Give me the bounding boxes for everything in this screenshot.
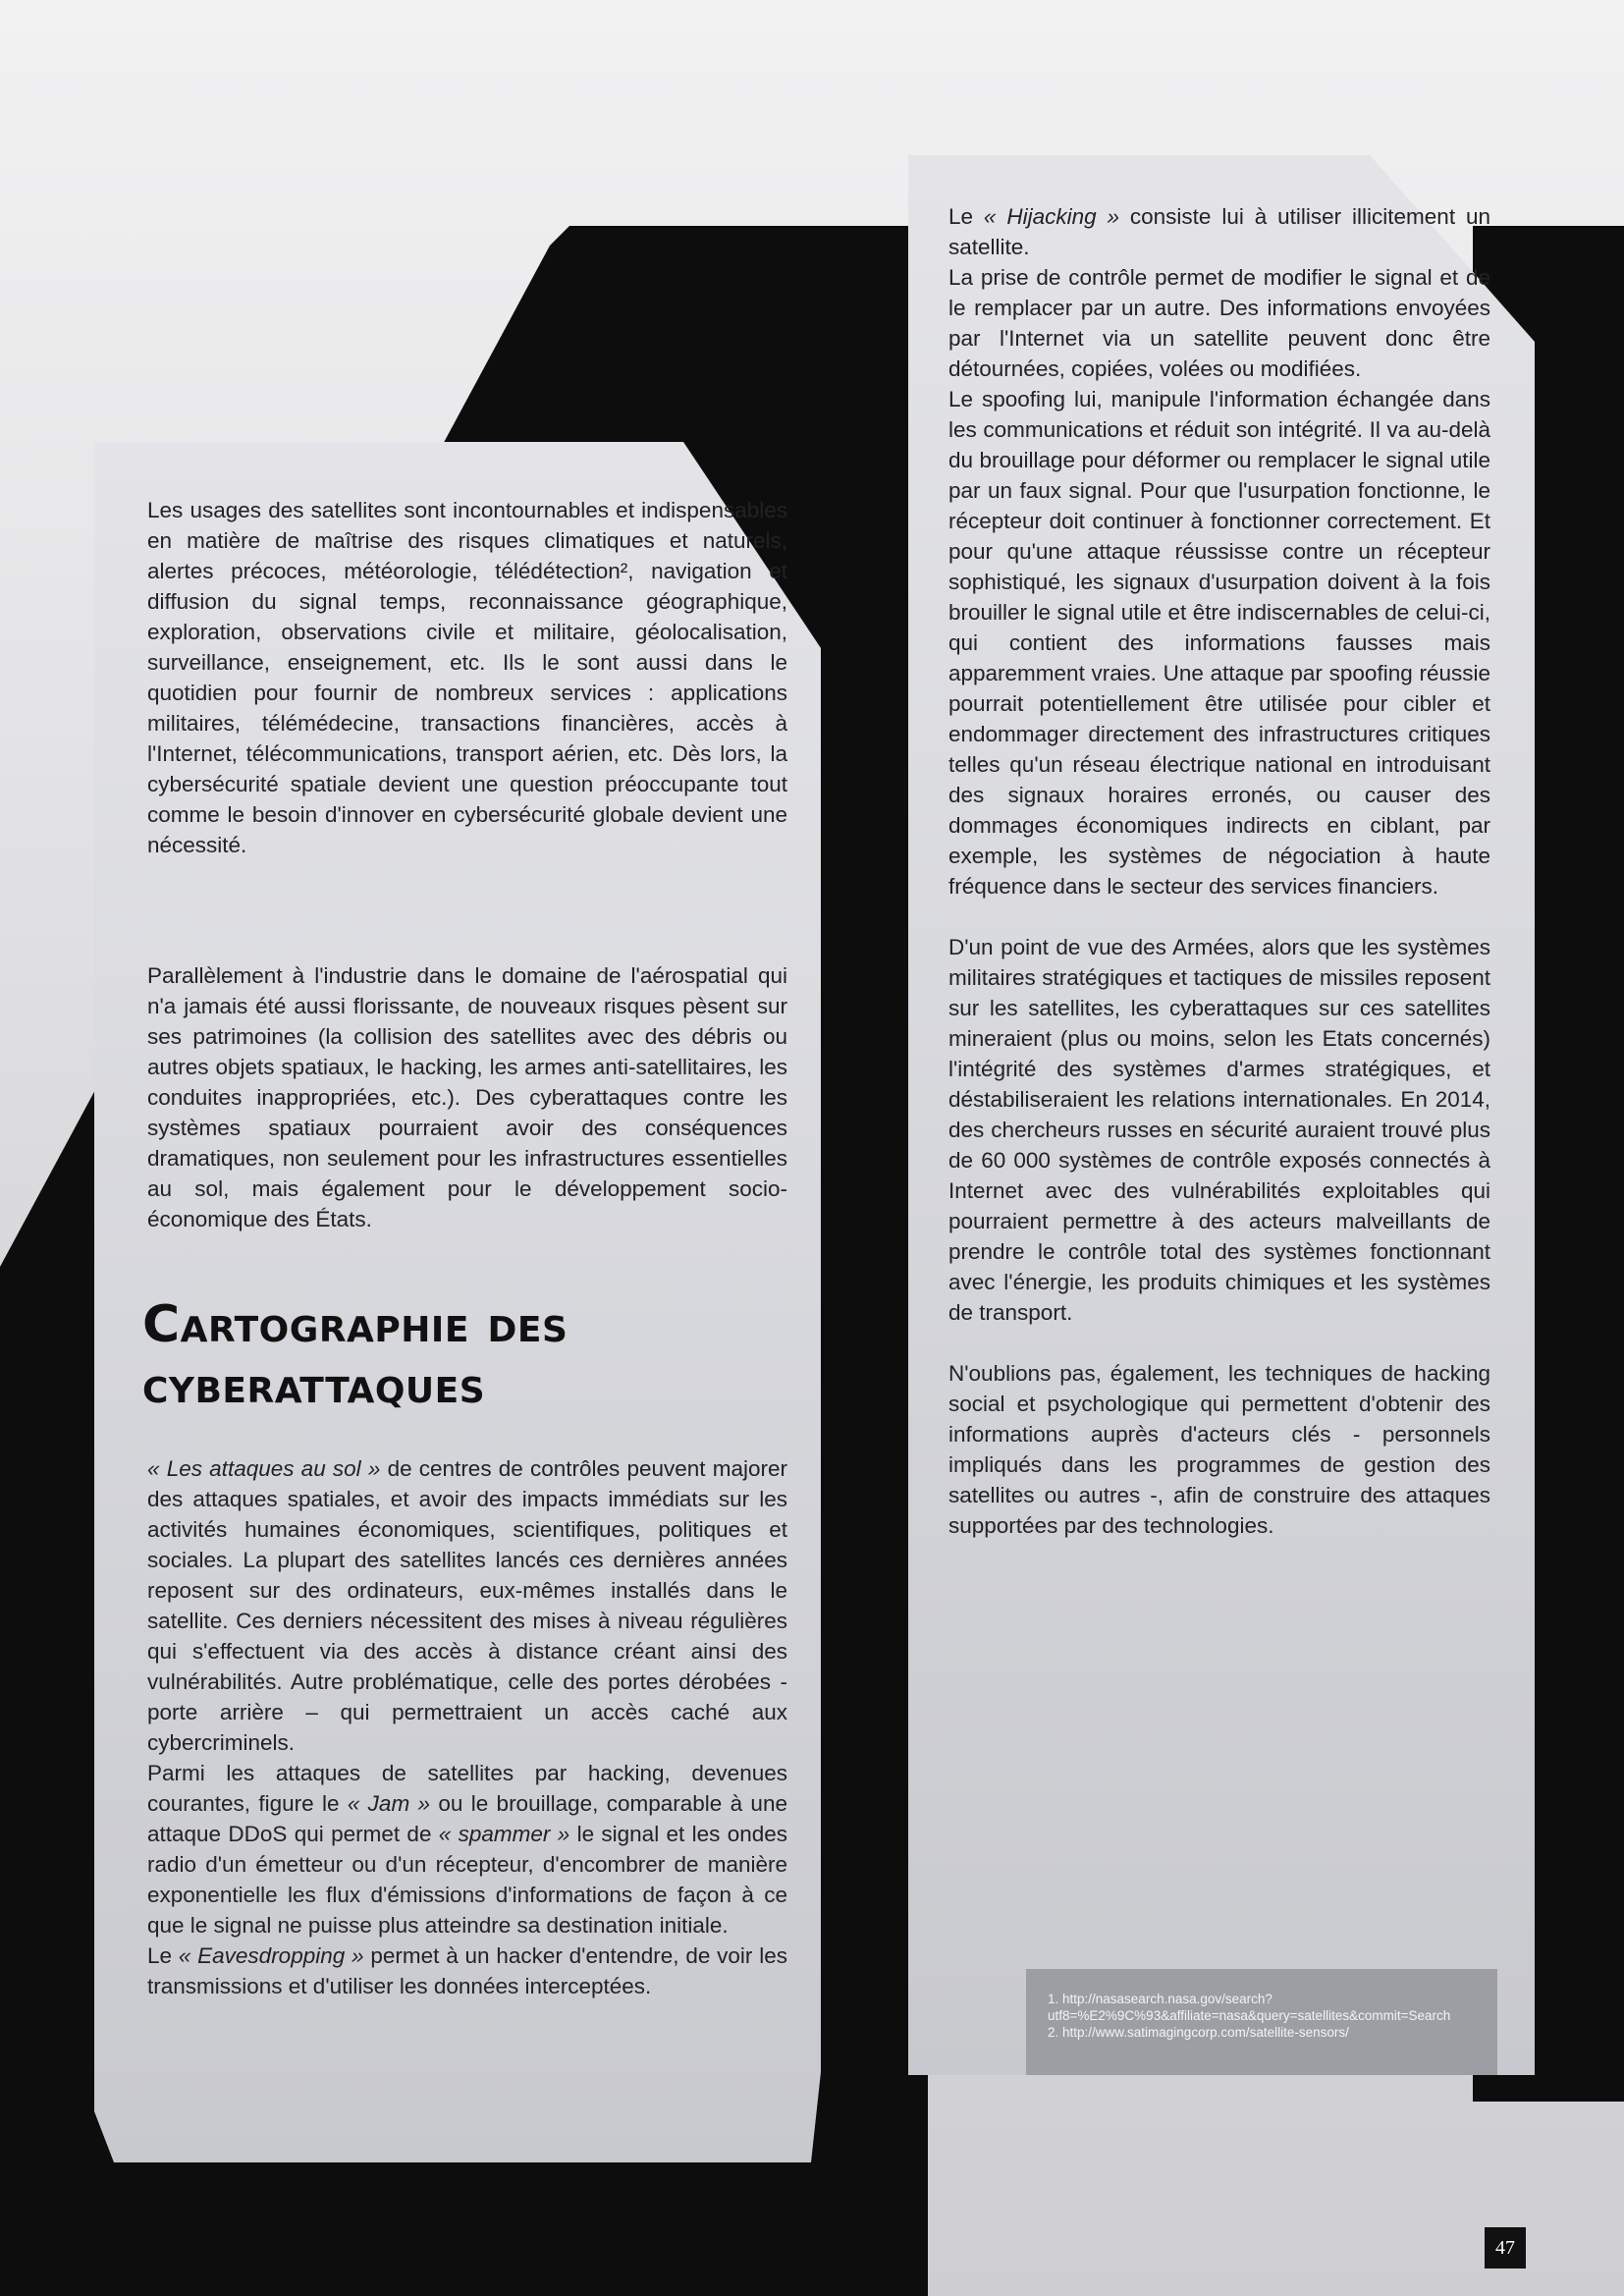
right-column: [948, 201, 1490, 1571]
jam-paragraph: [147, 1758, 787, 1941]
reference-2: 2. http://www.satimagingcorp.com/satellite-sensors/: [1048, 2025, 1349, 2040]
spam-term: « spammer »: [438, 1822, 570, 1846]
hijacking-text-start: Le: [948, 204, 984, 229]
intro-paragraph: Les usages des satellites sont incontournables et indispensables en matière de maîtrise des risques climatiques et naturels, alertes précoces, météorologie, télédétection², navigation et diffusion du signal temps, reconnaissance géographique, exploration, observations civile et militaire, géolocalisation, surveillance, enseignement, etc. Ils le sont aussi dans le quotidien pour fournir de nombreux services : applications militaires, télémédecine, transactions financières, accès à l'Internet, télécommunications, transport aérien, etc. Dès lors, la cybersécurité spatiale devient une question préoccupante tout comme le besoin d'innover en cybersécurité globale devient une nécessité.: [147, 498, 787, 857]
jam-text-end: le signal et les ondes radio d'un émetteur ou d'un récepteur, d'encombrer de manière exponentielle les flux d'émissions d'informations de façon à ce que le signal ne puisse plus atteindre sa destination initiale.: [147, 1822, 787, 1938]
hijacking-paragraph: [948, 201, 1490, 262]
ground-attacks-paragraph: [147, 1453, 787, 1758]
control-paragraph: La prise de contrôle permet de modifier le signal et de le remplacer par un autre. Des informations envoyées par l'Internet via un satellite peuvent donc être détournées, copiées, volées ou modifiées.: [948, 265, 1490, 381]
section-heading: Cartographie des cyberattaques: [142, 1295, 568, 1415]
left-column-bottom: [147, 1453, 787, 2001]
jam-text-start: Parmi les attaques de satellites par hacking, devenues courantes, figure le: [147, 1761, 787, 1816]
armies-paragraph: D'un point de vue des Armées, alors que les systèmes militaires stratégiques et tactiques de missiles reposent sur les satellites, les cyberattaques sur ces satellites mineraient (plus ou moins, selon les Etats concernés) l'intégrité des systèmes d'armes stratégiques, et déstabiliseraient les relations internationales. En 2014, des chercheurs russes en sécurité auraient trouvé plus de 60 000 systèmes de contrôle exposés connectés à Internet avec des vulnérabilités exploitables qui pourraient permettre à des acteurs malveillants de prendre le contrôle total des systèmes fonctionnant avec l'énergie, les produits chimiques et les systèmes de transport.: [948, 935, 1490, 1325]
left-column-second: [147, 960, 787, 1265]
hijacking-text-end: consiste lui à utiliser illicitement un satellite.: [948, 204, 1490, 259]
jam-text-mid: ou le brouillage, comparable à une attaque DDoS qui permet de: [147, 1791, 787, 1846]
eavesdropping-term: « Eavesdropping »: [178, 1943, 364, 1968]
eavesdropping-text-start: Le: [147, 1943, 179, 1968]
page-number: 47: [1485, 2227, 1526, 2269]
eavesdropping-text-end: permet à un hacker d'entendre, de voir les transmissions et d'utiliser les données interceptées.: [147, 1943, 787, 1998]
jam-term: « Jam »: [347, 1791, 431, 1816]
references-box: [1026, 1969, 1497, 2075]
left-column-top: [147, 495, 787, 891]
eavesdropping-paragraph: [147, 1941, 787, 2001]
social-hacking-paragraph: N'oublions pas, également, les techniques de hacking social et psychologique qui permettent d'obtenir des informations auprès d'acteurs clés - personnels impliqués dans les programmes de gestion des satellites ou autres -, afin de construire des attaques supportées par des technologies.: [948, 1361, 1490, 1538]
reference-1: 1. http://nasasearch.nasa.gov/search?utf8=%E2%9C%93&affiliate=nasa&query=satellites&commit=Search: [1048, 1992, 1451, 2023]
second-paragraph: Parallèlement à l'industrie dans le domaine de l'aérospatial qui n'a jamais été aussi florissante, de nouveaux risques pèsent sur ses patrimoines (la collision des satellites avec des débris ou autres objets spatiaux, le hacking, les armes anti-satellitaires, les conduites inappropriées, etc.). Des cyberattaques contre les systèmes spatiaux pourraient avoir des conséquences dramatiques, non seulement pour les infrastructures essentielles au sol, mais également pour le développement socio-économique des États.: [147, 963, 787, 1231]
ground-attacks-term: « Les attaques au sol »: [147, 1456, 381, 1481]
hijacking-term: « Hijacking »: [983, 204, 1120, 229]
spoofing-paragraph: Le spoofing lui, manipule l'information échangée dans les communications et réduit son intégrité. Il va au-delà du brouillage pour déformer ou remplacer le signal utile par un faux signal. Pour que l'usurpation fonctionne, le récepteur doit continuer à fonctionner correctement. Et pour qu'une attaque réussisse contre un récepteur sophistiqué, les signaux d'usurpation doivent à la fois brouiller le signal utile et être indiscernables de celui-ci, qui contient des informations fausses mais apparemment vraies. Une attaque par spoofing réussie pourrait potentiellement être utilisée pour cibler et endommager directement des infrastructures critiques telles qu'un réseau électrique national en introduisant des signaux horaires erronés, ou causer des dommages économiques indirects en ciblant, par exemple, les systèmes de négociation à haute fréquence dans le secteur des services financiers.: [948, 387, 1490, 899]
ground-attacks-text: de centres de contrôles peuvent majorer des attaques spatiales, et avoir des impacts immédiats sur les activités humaines économiques, scientifiques, politiques et sociales. La plupart des satellites lancés ces dernières années reposent sur des ordinateurs, eux-mêmes installés dans le satellite. Ces derniers nécessitent des mises à niveau régulières qui s'effectuent via des accès à distance créant ainsi des vulnérabilités. Autre problématique, celle des portes dérobées - porte arrière – qui permettraient un accès caché aux cybercriminels.: [147, 1456, 787, 1755]
